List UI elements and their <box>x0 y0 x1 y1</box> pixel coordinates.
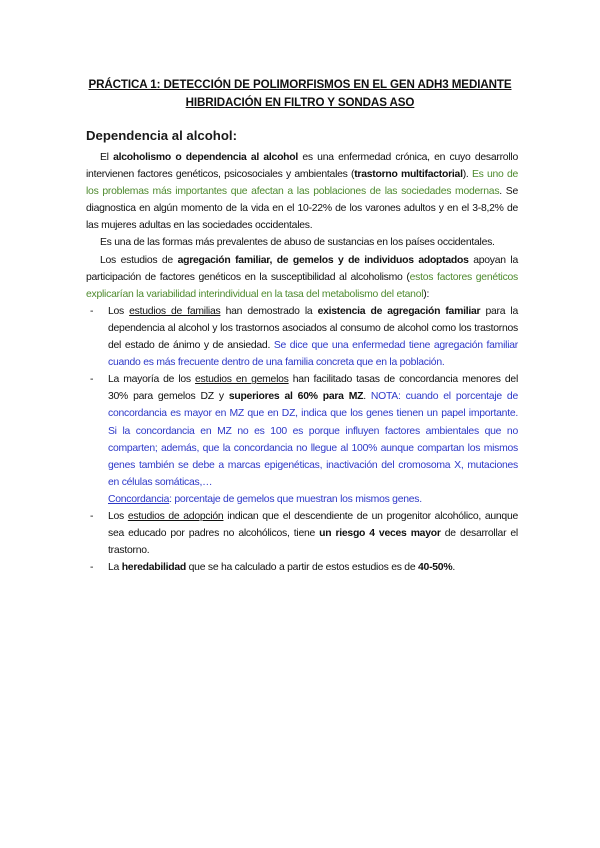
p1-text: El <box>100 152 114 163</box>
blue-note: NOTA: cuando el porcentaje de concordancia es mayor en MZ que en DZ, indica que los genes tienen un papel importante. Si la concordancia en MZ no es 100 es porque influyen factores ambientales que no comparten; además, que la concordancia no llegue al 100% aunque compartan los mismos genes también se debe a marcas epigenéticas, inactivación del cromosoma X, mutaciones en células somáticas,… <box>108 391 518 488</box>
body-text <box>86 149 518 576</box>
concordancia-definition <box>108 491 518 508</box>
list-text: para la dependencia al alcohol y los trastornos asociados al consumo de alcohol como los trastornos del estado de ánimo y de ansiedad. <box>108 305 518 352</box>
underlined-term: estudios de familias <box>129 305 221 317</box>
paragraph-1 <box>86 149 518 234</box>
p3-green-note: estos factores genéticos explicarían la variabilidad interindividual en la tasa del metabolismo del etanol <box>86 271 518 300</box>
underlined-term: estudios en gemelos <box>195 374 289 386</box>
p1-text: es una enfermedad crónica, en cuyo desarrollo intervienen factores genéticos, psicosociales y ambientales ( <box>86 152 518 181</box>
list-text: . <box>452 562 455 574</box>
section-heading: Dependencia al alcohol: <box>86 128 237 143</box>
concordancia-def: : porcentaje de gemelos que muestran los mismos genes. <box>169 493 422 505</box>
dash-bullet: - <box>90 510 94 522</box>
p1-bold-multifactorial: trastorno multifactorial <box>354 169 463 181</box>
dash-bullet: - <box>90 562 94 574</box>
list-text: La mayoría de los <box>108 374 196 386</box>
list-text: Los <box>108 510 128 522</box>
p3-bold-studies: agregación familiar, de gemelos y de individuos adoptados <box>177 254 469 266</box>
title-line-1: PRÁCTICA 1: DETECCIÓN DE POLIMORFISMOS EN EL GEN ADH3 MEDIANTE <box>88 78 512 91</box>
blue-note: Se dice que una enfermedad tiene agregación familiar cuando es más frecuente dentro de una familia concreta que en la población. <box>108 340 518 369</box>
bold-term: un riesgo 4 veces mayor <box>319 528 441 540</box>
bold-term: heredabilidad <box>121 562 187 574</box>
list-text: que se ha calculado a partir de estos estudios es de <box>186 562 419 574</box>
list-text: han demostrado la <box>220 305 318 317</box>
p1-text: . Se diagnostica en algún momento de la vida en el 10-22% de los varones adultos y en el 3-8,2% de las mujeres adultas en las sociedades occidentales. <box>86 186 518 232</box>
list-item-family-studies <box>86 303 518 371</box>
p1-green-note: Es uno de los problemas más importantes que afectan a las poblaciones de las sociedades modernas <box>86 169 519 198</box>
list-item-adoption-studies <box>86 508 518 559</box>
p3-text: ): <box>423 288 430 300</box>
list-text: de desarrollar el trastorno. <box>108 528 518 557</box>
page-title <box>60 76 540 112</box>
bold-term: existencia de agregación familiar <box>317 305 481 317</box>
list-text: La <box>108 562 122 574</box>
bold-term: 40-50% <box>418 562 453 574</box>
list-text: han facilitado tasas de concordancia menores del 30% para gemelos DZ y <box>108 374 519 403</box>
p1-bold-alcoholism: alcoholismo o dependencia al alcohol <box>113 152 299 163</box>
list-item-heritability <box>86 559 518 576</box>
dash-bullet: - <box>90 374 94 386</box>
p3-text: Los estudios de <box>100 254 178 266</box>
title-line-2: HIBRIDACIÓN EN FILTRO Y SONDAS ASO <box>185 96 415 109</box>
list-text: . <box>363 391 371 403</box>
paragraph-2: Es una de las formas más prevalentes de abuso de sustancias en los países occidentales. <box>100 237 495 249</box>
bold-term: superiores al 60% para MZ <box>228 391 364 403</box>
studies-list <box>86 303 518 577</box>
list-text: indican que el descendiente de un progenitor alcohólico, aunque sea educado por padres no alcohólicos, tiene <box>108 510 519 540</box>
underlined-term: estudios de adopción <box>127 510 224 522</box>
p1-text: ). <box>462 169 472 181</box>
list-text: Los <box>108 305 130 317</box>
paragraph-3 <box>86 252 518 303</box>
concordancia-term: Concordancia <box>108 493 170 505</box>
list-item-twin-studies <box>86 371 518 508</box>
dash-bullet: - <box>90 305 94 317</box>
p3-text: apoyan la participación de factores genéticos en la susceptibilidad al alcoholismo ( <box>86 254 518 283</box>
